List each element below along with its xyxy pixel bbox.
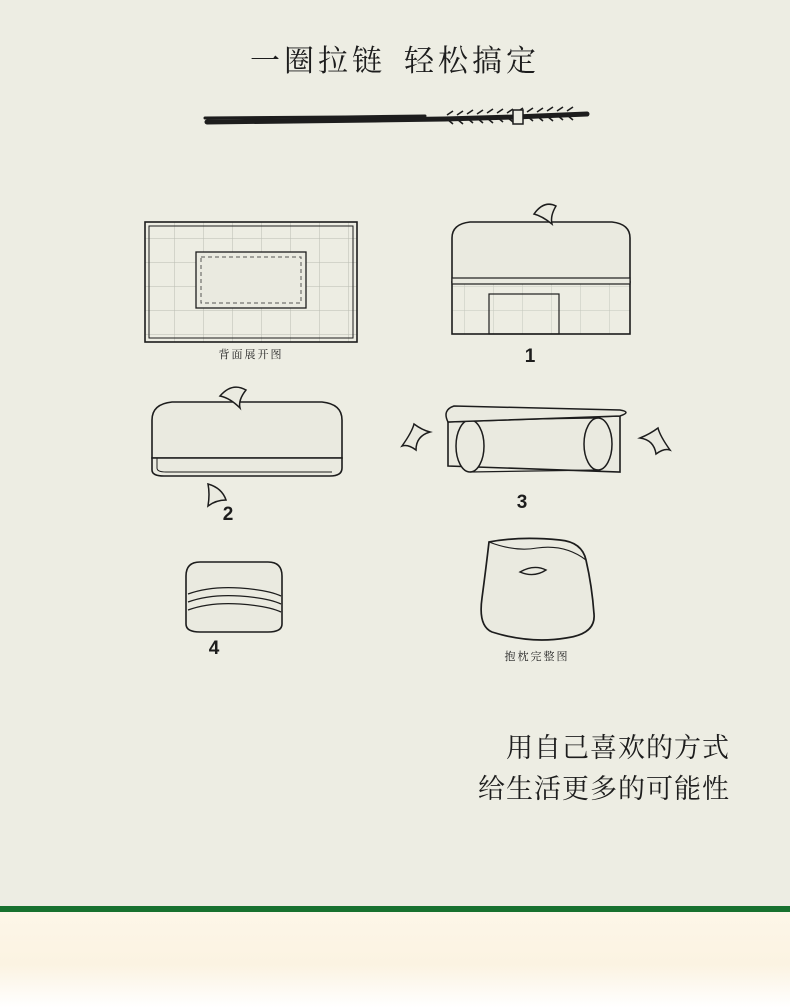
figure-label-finished-pillow: 抱枕完整图 xyxy=(504,651,570,663)
caption-line-1: 用自己喜欢的方式 xyxy=(506,733,730,763)
page-title xyxy=(0,36,790,80)
figure-label-back-view: 背面展开图 xyxy=(218,349,284,361)
decorative-zipper-divider xyxy=(195,104,595,136)
figure-step-1 xyxy=(452,204,630,334)
figure-label-step-4: 4 xyxy=(208,638,220,659)
footer-gradient xyxy=(0,912,790,1008)
figure-finished-pillow xyxy=(481,538,594,640)
instruction-diagram xyxy=(0,190,790,690)
closing-caption xyxy=(230,728,730,809)
figure-label-step-2: 2 xyxy=(222,504,234,525)
caption-line-2: 给生活更多的可能性 xyxy=(478,773,730,804)
figure-step-4 xyxy=(186,562,282,632)
page-title-part-2: 轻松搞定 xyxy=(404,45,540,78)
page-title-part-1: 一圈拉链 xyxy=(250,45,386,78)
figure-back-panel-unfolded xyxy=(145,222,357,342)
figure-step-3 xyxy=(402,406,670,472)
figure-label-step-1: 1 xyxy=(524,346,536,367)
figure-label-step-3: 3 xyxy=(516,492,528,513)
figure-step-2 xyxy=(152,387,342,506)
